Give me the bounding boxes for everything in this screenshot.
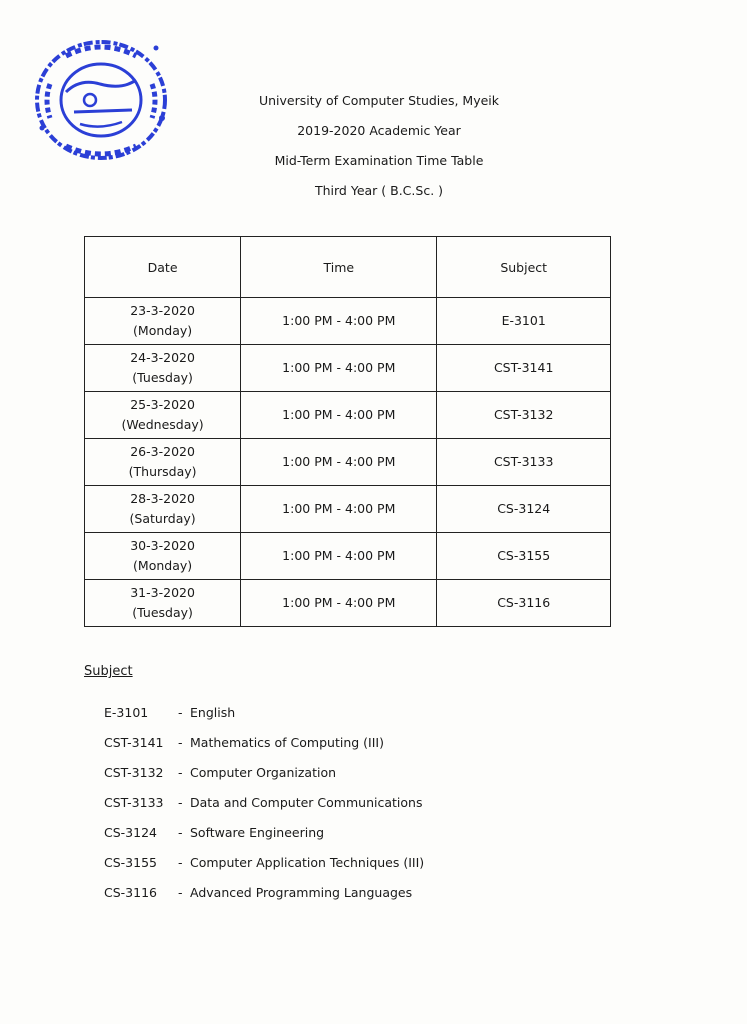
date: 30-3-2020 — [130, 538, 195, 553]
column-header-date: Date — [85, 237, 241, 298]
subject-name: Software Engineering — [190, 825, 325, 840]
legend-title: Subject — [84, 664, 133, 679]
subject-code: CS-3116 — [104, 885, 157, 900]
subject-legend — [104, 700, 424, 910]
column-header-subject: Subject — [437, 237, 611, 298]
date-cell — [85, 580, 241, 627]
date: 24-3-2020 — [130, 350, 195, 365]
date-cell — [85, 486, 241, 533]
list-item — [104, 760, 424, 790]
time-cell: 1:00 PM - 4:00 PM — [241, 345, 437, 392]
weekday: (Wednesday) — [121, 417, 204, 432]
document-header — [240, 86, 518, 206]
time-cell: 1:00 PM - 4:00 PM — [241, 392, 437, 439]
subject-cell: CS-3116 — [437, 580, 611, 627]
subject-cell: CS-3155 — [437, 533, 611, 580]
date: 31-3-2020 — [130, 585, 195, 600]
table-row — [85, 298, 611, 345]
subject-cell: CST-3132 — [437, 392, 611, 439]
weekday: (Tuesday) — [132, 605, 193, 620]
separator: - — [178, 705, 183, 720]
subject-name: Advanced Programming Languages — [190, 885, 413, 900]
institution-name: University of Computer Studies, Myeik — [258, 93, 500, 108]
subject-cell: E-3101 — [437, 298, 611, 345]
subject-name: Computer Organization — [190, 765, 337, 780]
time-cell: 1:00 PM - 4:00 PM — [241, 298, 437, 345]
table-row — [85, 392, 611, 439]
separator: - — [178, 855, 183, 870]
subject-cell: CST-3133 — [437, 439, 611, 486]
list-item — [104, 880, 424, 910]
list-item — [104, 700, 424, 730]
separator: - — [178, 795, 183, 810]
separator: - — [178, 735, 183, 750]
date-cell — [85, 439, 241, 486]
list-item — [104, 790, 424, 820]
column-header-time: Time — [241, 237, 437, 298]
date: 28-3-2020 — [130, 491, 195, 506]
academic-year: 2019-2020 Academic Year — [297, 123, 461, 138]
date: 26-3-2020 — [130, 444, 195, 459]
separator: - — [178, 825, 183, 840]
separator: - — [178, 885, 183, 900]
date: 23-3-2020 — [130, 303, 195, 318]
date-cell — [85, 392, 241, 439]
weekday: (Saturday) — [129, 511, 196, 526]
subject-cell: CS-3124 — [437, 486, 611, 533]
subject-code: CST-3132 — [104, 765, 164, 780]
subject-code: CS-3155 — [104, 855, 157, 870]
date-cell — [85, 345, 241, 392]
document-title: Mid-Term Examination Time Table — [274, 153, 484, 168]
weekday: (Thursday) — [128, 464, 197, 479]
weekday: (Tuesday) — [132, 370, 193, 385]
list-item — [104, 850, 424, 880]
weekday: (Monday) — [133, 558, 193, 573]
subject-code: CS-3124 — [104, 825, 157, 840]
subject-code: CST-3133 — [104, 795, 164, 810]
time-cell: 1:00 PM - 4:00 PM — [241, 580, 437, 627]
class-name: Third Year ( B.C.Sc. ) — [314, 183, 444, 198]
table-row — [85, 533, 611, 580]
time-cell: 1:00 PM - 4:00 PM — [241, 533, 437, 580]
date-cell — [85, 533, 241, 580]
subject-name: Computer Application Techniques (III) — [190, 855, 425, 870]
table-row — [85, 486, 611, 533]
table-row — [85, 580, 611, 627]
list-item — [104, 730, 424, 760]
subject-name: Data and Computer Communications — [190, 795, 423, 810]
time-cell: 1:00 PM - 4:00 PM — [241, 439, 437, 486]
date-cell — [85, 298, 241, 345]
table-row — [85, 345, 611, 392]
table-header-row — [85, 237, 611, 298]
subject-name: English — [190, 705, 236, 720]
official-seal-icon — [30, 34, 172, 166]
date: 25-3-2020 — [130, 397, 195, 412]
separator: - — [178, 765, 183, 780]
subject-name: Mathematics of Computing (III) — [190, 735, 384, 750]
weekday: (Monday) — [133, 323, 193, 338]
time-cell: 1:00 PM - 4:00 PM — [241, 486, 437, 533]
subject-cell: CST-3141 — [437, 345, 611, 392]
list-item — [104, 820, 424, 850]
exam-timetable — [84, 236, 611, 627]
subject-code: CST-3141 — [104, 735, 164, 750]
subject-code: E-3101 — [104, 705, 149, 720]
table-row — [85, 439, 611, 486]
